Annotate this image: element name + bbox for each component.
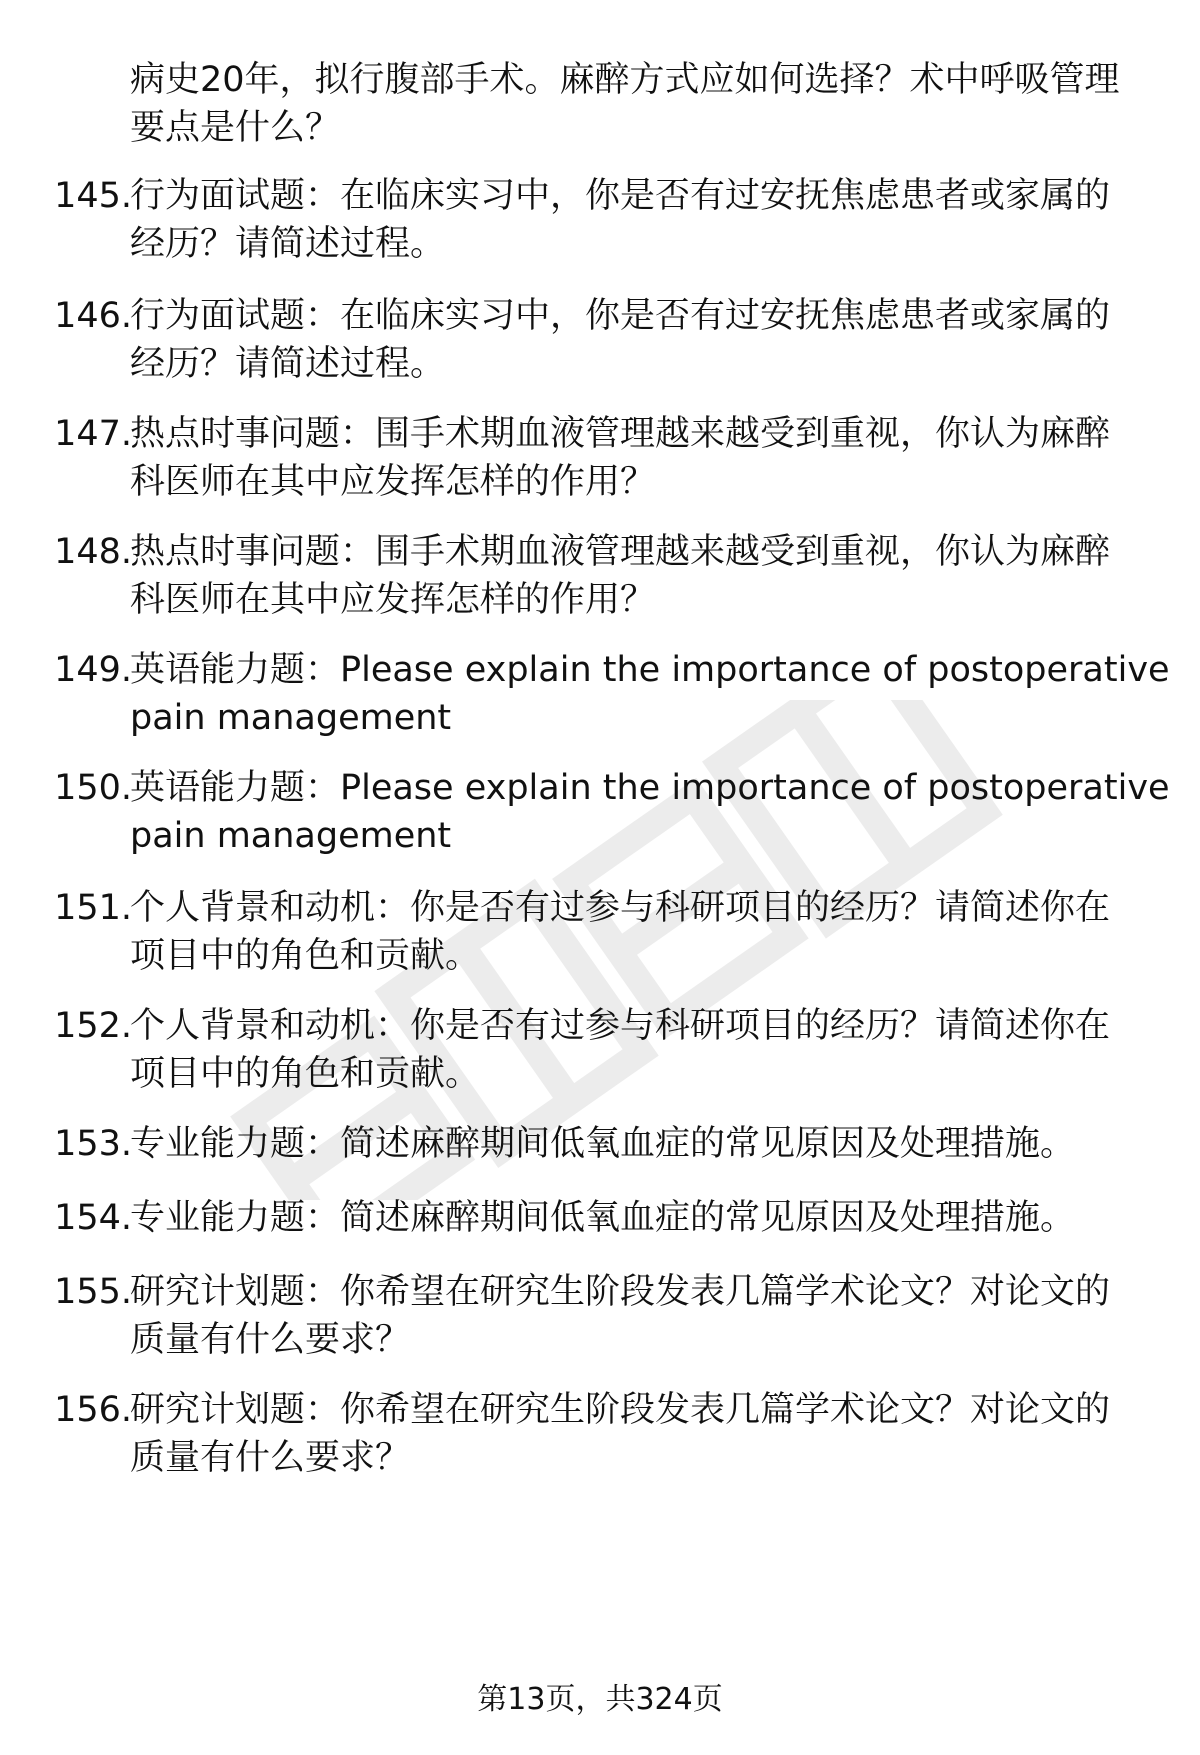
- question-number: 149.: [54, 650, 132, 690]
- page-number-label: 第13页，共324页: [477, 1682, 723, 1717]
- question-text-line: 项目中的角色和贡献。: [130, 1054, 481, 1094]
- question-text-line: 经历？请简述过程。: [130, 344, 446, 384]
- question-text-line: 科医师在其中应发挥怎样的作用？: [130, 462, 656, 502]
- question-number: 150.: [54, 768, 132, 808]
- question-text-line: 行为面试题：在临床实习中，你是否有过安抚焦虑患者或家属的: [130, 176, 1111, 216]
- question-text-line: 行为面试题：在临床实习中，你是否有过安抚焦虑患者或家属的: [130, 296, 1111, 336]
- question-number: 145.: [54, 176, 132, 216]
- question-text-line: 经历？请简述过程。: [130, 224, 446, 264]
- question-text-line: 专业能力题：简述麻醉期间低氧血症的常见原因及处理措施。: [130, 1124, 1076, 1164]
- question-text-line: pain management: [130, 698, 452, 738]
- question-text-line: 个人背景和动机：你是否有过参与科研项目的经历？请简述你在: [130, 888, 1111, 928]
- question-text-line: pain management: [130, 816, 452, 856]
- question-text-line: 研究计划题：你希望在研究生阶段发表几篇学术论文？对论文的: [130, 1272, 1111, 1312]
- question-text-line: 专业能力题：简述麻醉期间低氧血症的常见原因及处理措施。: [130, 1198, 1076, 1238]
- question-text-line: 英语能力题：Please explain the importance of postoperative: [130, 650, 1170, 690]
- question-text-line: 科医师在其中应发挥怎样的作用？: [130, 580, 656, 620]
- question-text-line: 项目中的角色和贡献。: [130, 936, 481, 976]
- question-text-line: 热点时事问题：围手术期血液管理越来越受到重视，你认为麻醉: [130, 532, 1111, 572]
- question-text-line: 质量有什么要求？: [130, 1320, 411, 1360]
- question-text-line: 英语能力题：Please explain the importance of postoperative: [130, 768, 1170, 808]
- question-number: 148.: [54, 532, 132, 572]
- question-number: 151.: [54, 888, 132, 928]
- question-number: 155.: [54, 1272, 132, 1312]
- page-footer: [0, 1680, 1200, 1720]
- question-text-line: 热点时事问题：围手术期血液管理越来越受到重视，你认为麻醉: [130, 414, 1111, 454]
- question-number: 146.: [54, 296, 132, 336]
- question-number: 153.: [54, 1124, 132, 1164]
- question-number: 156.: [54, 1390, 132, 1430]
- question-number: 152.: [54, 1006, 132, 1046]
- question-number: 147.: [54, 414, 132, 454]
- question-text-line: 质量有什么要求？: [130, 1438, 411, 1478]
- question-text-line: 个人背景和动机：你是否有过参与科研项目的经历？请简述你在: [130, 1006, 1111, 1046]
- intro-line-2: 要点是什么？: [130, 108, 341, 148]
- intro-line-1: 病史20年，拟行腹部手术。麻醉方式应如何选择？术中呼吸管理: [130, 60, 1120, 100]
- question-text-line: 研究计划题：你希望在研究生阶段发表几篇学术论文？对论文的: [130, 1390, 1111, 1430]
- question-number: 154.: [54, 1198, 132, 1238]
